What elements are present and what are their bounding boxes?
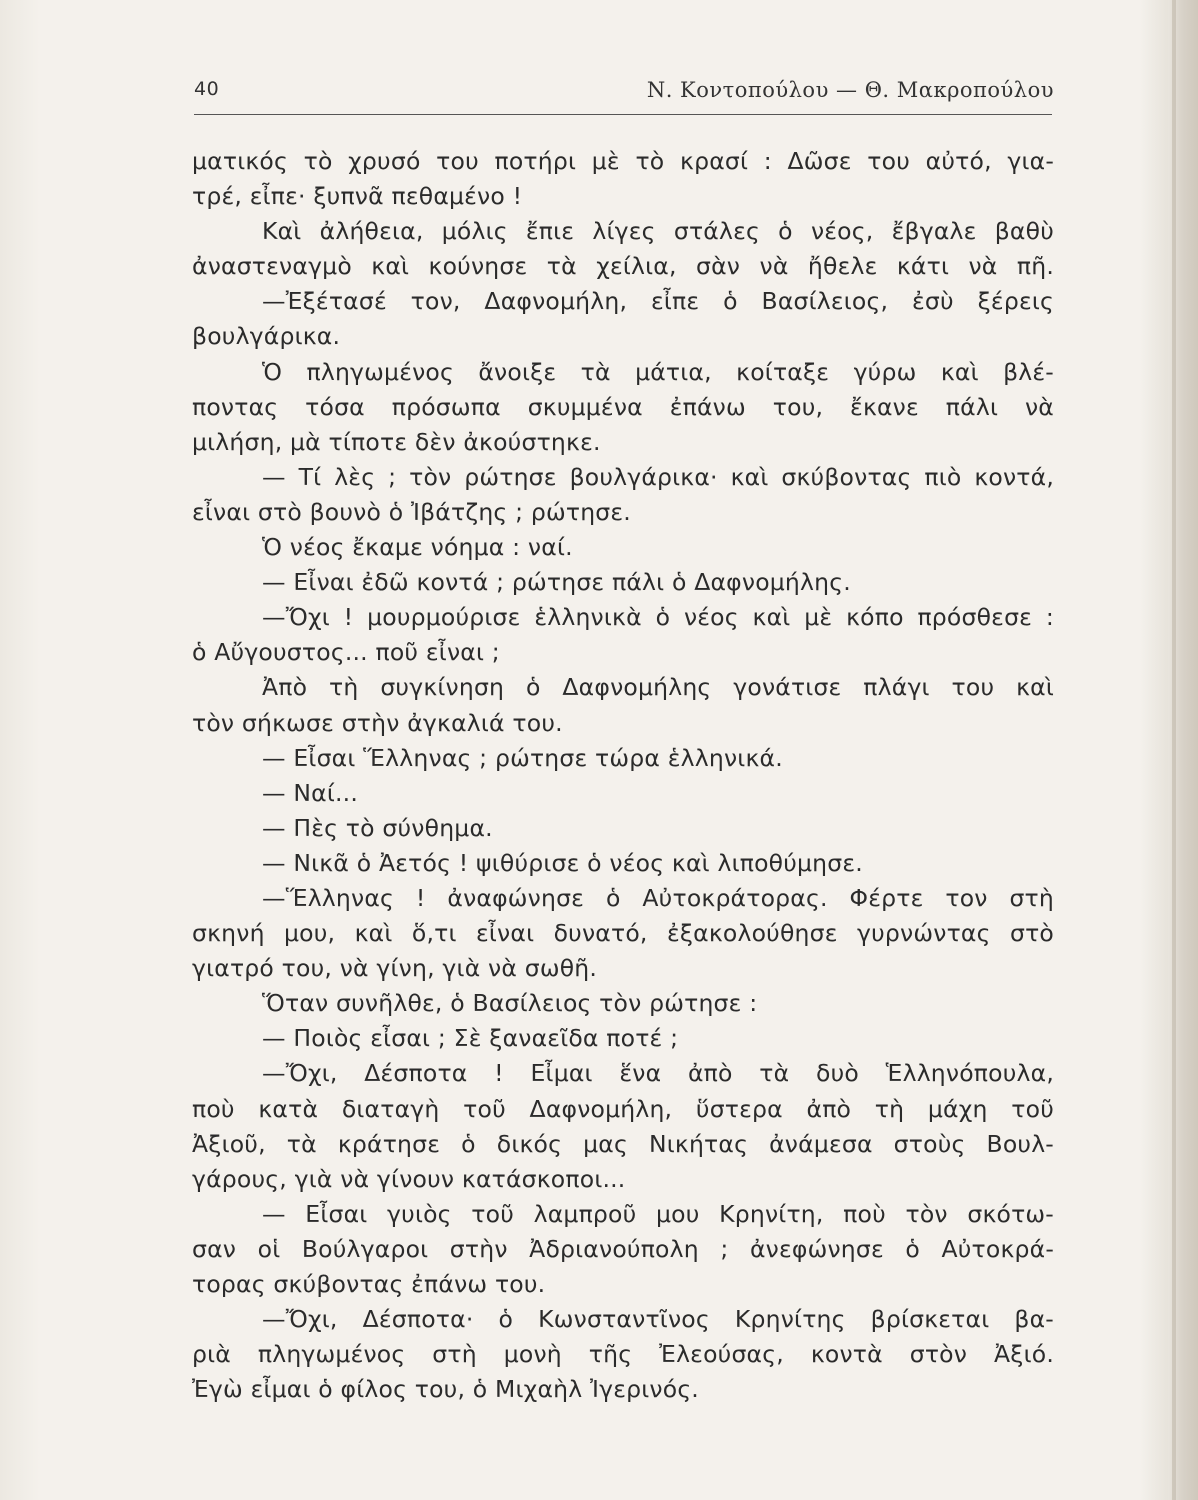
text-line: τορας σκύβοντας ἐπάνω του. (192, 1270, 546, 1298)
text-line: — Τί λὲς ; τὸν ρώτησε βουλγάρικα· καὶ σκύβοντας πιὸ κοντά, (262, 462, 1054, 491)
text-line: —Ὄχι ! μουρμούρισε ἑλληνικὰ ὁ νέος καὶ μὲ κόπο πρόσθεσε : (262, 603, 1054, 632)
text-line: βουλγάρικα. (192, 322, 341, 351)
text-line: ὁ Αὔγουστος... ποῦ εἶναι ; (192, 638, 500, 667)
text-line: —Ὄχι, Δέσποτα ! Εἶμαι ἕνα ἀπὸ τὰ δυὸ Ἑλληνόπουλα, (262, 1059, 1054, 1088)
running-head: Ν. Κοντοπούλου — Θ. Μακροπούλου (646, 78, 1054, 102)
text-line: σκηνή μου, καὶ ὅ,τι εἶναι δυνατό, ἐξακολούθησε γυρνώντας στὸ (192, 919, 1054, 948)
text-line: γάρους, γιὰ νὰ γίνουν κατάσκοποι... (192, 1164, 626, 1193)
text-line: ριὰ πληγωμένος στὴ μονὴ τῆς Ἐλεούσας, κοντὰ στὸν Ἀξιό. (192, 1340, 1054, 1369)
text-line: τρέ, εἶπε· ξυπνᾶ πεθαμένο ! (192, 182, 523, 211)
text-line: Ὅταν συνῆλθε, ὁ Βασίλειος τὸν ρώτησε : (262, 989, 758, 1018)
text-line: σαν οἱ Βούλγαροι στὴν Ἀδριανούπολη ; ἀνεφώνησε ὁ Αὐτοκρά- (192, 1234, 1054, 1263)
text-line: Ὁ νέος ἔκαμε νόημα : ναί. (262, 533, 573, 562)
text-line: — Εἶσαι Ἕλληνας ; ρώτησε τώρα ἑλληνικά. (262, 743, 783, 772)
page-header (194, 76, 1054, 108)
text-line: ποντας τόσα πρόσωπα σκυμμένα ἐπάνω του, ἔκανε πάλι νὰ (192, 392, 1054, 421)
text-line: εἶναι στὸ βουνὸ ὁ Ἰβάτζης ; ρώτησε. (192, 497, 631, 526)
header-rule (194, 114, 1052, 115)
text-line: ἀναστεναγμὸ καὶ κούνησε τὰ χείλια, σὰν νὰ ἤθελε κάτι νὰ πῆ. (192, 252, 1054, 281)
text-line: γιατρό του, νὰ γίνη, γιὰ νὰ σωθῆ. (192, 954, 598, 983)
text-line: — Εἶσαι γυιὸς τοῦ λαμπροῦ μου Κρηνίτη, ποὺ τὸν σκότω- (262, 1199, 1054, 1228)
text-line: — Νικᾶ ὁ Ἀετός ! ψιθύρισε ὁ νέος καὶ λιποθύμησε. (262, 848, 863, 877)
text-line: ποὺ κατὰ διαταγὴ τοῦ Δαφνομήλη, ὕστερα ἀπὸ τὴ μάχη τοῦ (192, 1094, 1054, 1123)
text-line: Ὁ πληγωμένος ἄνοιξε τὰ μάτια, κοίταξε γύρω καὶ βλέ- (262, 357, 1054, 386)
page-number: 40 (194, 78, 220, 100)
binding-shadow (1172, 0, 1176, 1500)
text-line: — Ναί... (262, 778, 359, 807)
text-line: —Ὄχι, Δέσποτα· ὁ Κωνσταντῖνος Κρηνίτης βρίσκεται βα- (262, 1305, 1054, 1334)
text-line: — Ποιὸς εἶσαι ; Σὲ ξαναεῖδα ποτέ ; (262, 1024, 679, 1053)
text-line: — Πὲς τὸ σύνθημα. (262, 813, 493, 842)
text-line: —Ἐξέτασέ τον, Δαφνομήλη, εἶπε ὁ Βασίλειος, ἐσὺ ξέρεις (262, 287, 1054, 316)
text-line: ματικός τὸ χρυσό του ποτήρι μὲ τὸ κρασί : Δῶσε του αὐτό, για- (192, 147, 1054, 175)
text-line: τὸν σήκωσε στὴν ἀγκαλιά του. (192, 708, 563, 737)
text-line: — Εἶναι ἐδῶ κοντά ; ρώτησε πάλι ὁ Δαφνομήλης. (262, 568, 851, 597)
text-line: —Ἕλληνας ! ἀναφώνησε ὁ Αὐτοκράτορας. Φέρτε τον στὴ (262, 883, 1054, 912)
text-line: Ἀπὸ τὴ συγκίνηση ὁ Δαφνομήλης γονάτισε πλάγι του καὶ (262, 673, 1054, 702)
body-text (192, 144, 1054, 1407)
text-line: Καὶ ἀλήθεια, μόλις ἔπιε λίγες στάλες ὁ νέος, ἔβγαλε βαθὺ (262, 217, 1054, 246)
text-line: μιλήση, μὰ τίποτε δὲν ἀκούστηκε. (192, 427, 601, 456)
text-line: Ἐγὼ εἶμαι ὁ φίλος του, ὁ Μιχαὴλ Ἰγερινός. (192, 1375, 699, 1404)
text-line: Ἀξιοῦ, τὰ κράτησε ὁ δικός μας Νικήτας ἀνάμεσα στοὺς Βουλ- (192, 1129, 1054, 1158)
